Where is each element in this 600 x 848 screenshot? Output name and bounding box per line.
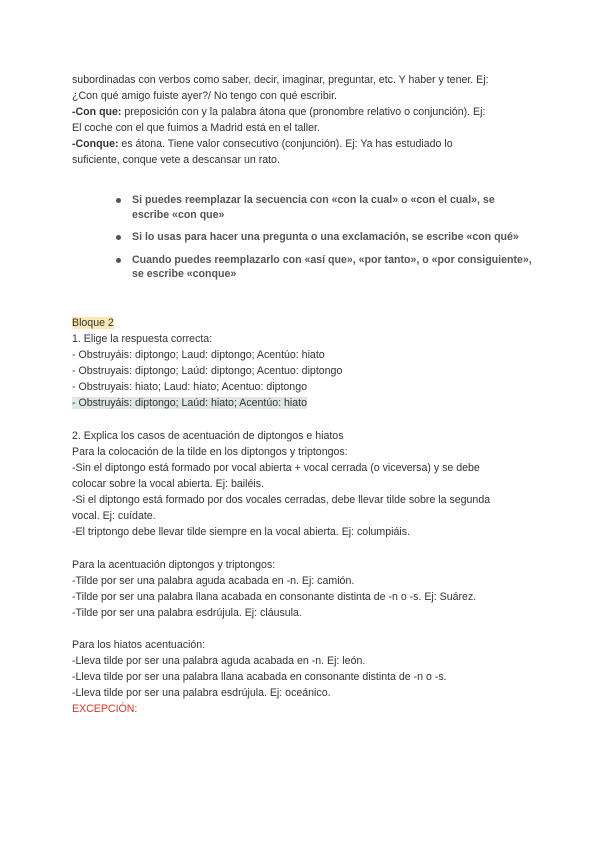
section-3-title: Para la acentuación diptongos y triptongos: xyxy=(72,559,276,571)
bullet-item xyxy=(72,193,532,222)
exception-label: EXCEPCIÓN: xyxy=(72,703,138,715)
section-4-line-1: -Lleva tilde por ser una palabra aguda acabada en -n. Ej: león. xyxy=(72,655,366,667)
conque-definition xyxy=(72,136,453,152)
rule-2-line-2: vocal. Ej: cuídate. xyxy=(72,510,156,522)
bullet-dot-icon xyxy=(116,258,121,263)
section-2-title: 2. Explica los casos de acentuación de diptongos e hiatos xyxy=(72,430,344,442)
rule-1-line-1: -Sin el diptongo está formado por vocal abierta + vocal cerrada (o viceversa) y se debe xyxy=(72,462,480,474)
intro-line-1: subordinadas con verbos como saber, decir, imaginar, preguntar, etc. Y haber y tener. Ej: xyxy=(72,74,489,86)
rule-1-line-2: colocar sobre la vocal abierta. Ej: bailéis. xyxy=(72,478,264,490)
section-4-line-3: -Lleva tilde por ser una palabra esdrújula. Ej: oceánico. xyxy=(72,687,331,699)
bullet-item xyxy=(72,253,532,282)
con-que-example: El coche con el que fuimos a Madrid está en el taller. xyxy=(72,122,320,134)
option-2: - Obstruyais: diptongo; Laúd: diptongo; Acentuo: diptongo xyxy=(72,365,343,377)
rule-3: -El triptongo debe llevar tilde siempre en la vocal abierta. Ej: columpiáis. xyxy=(72,526,410,538)
option-3: - Obstruyais: hiato; Laud: hiato; Acentuo: diptongo xyxy=(72,381,307,393)
bullet-list xyxy=(72,193,532,290)
section-4-line-2: -Lleva tilde por ser una palabra llana acabada en consonante distinta de -n o -s. xyxy=(72,671,447,683)
option-4-correct xyxy=(72,395,307,411)
bullet-dot-icon xyxy=(116,235,121,240)
conque-example: suficiente, conque vete a descansar un rato. xyxy=(72,154,280,166)
section-4-title: Para los hiatos acentuación: xyxy=(72,639,206,651)
section-2-intro: Para la colocación de la tilde en los diptongos y triptongos: xyxy=(72,446,348,458)
bullet-dot-icon xyxy=(116,198,121,203)
option-1: - Obstruyáis: diptongo; Laud: diptongo; Acentúo: hiato xyxy=(72,349,325,361)
bullet-item xyxy=(72,230,532,245)
question-1: 1. Elige la respuesta correcta: xyxy=(72,333,213,345)
intro-line-2: ¿Con qué amigo fuiste ayer?/ No tengo con qué escribir. xyxy=(72,90,337,102)
con-que-text: preposición con y la palabra átona que (pronombre relativo o conjunción). Ej: xyxy=(121,106,486,118)
section-3-line-2: -Tilde por ser una palabra llana acabada en consonante distinta de -n o -s. Ej: Suárez. xyxy=(72,591,477,603)
bloque-2-heading xyxy=(72,315,114,331)
rule-2-line-1: -Si el diptongo está formado por dos vocales cerradas, debe llevar tilde sobre la segunda xyxy=(72,494,491,506)
bullet-text: Cuando puedes reemplazarlo con «así que», «por tanto», o «por consiguiente», se escribe «conque» xyxy=(132,253,532,280)
bloque-2-title: Bloque 2 xyxy=(72,317,114,329)
section-3-line-1: -Tilde por ser una palabra aguda acabada en -n. Ej: camión. xyxy=(72,575,355,587)
conque-label: -Conque: xyxy=(72,138,119,150)
bullet-text: Si lo usas para hacer una pregunta o una exclamación, se escribe «con qué» xyxy=(132,231,519,243)
con-que-label: -Con que: xyxy=(72,106,122,118)
section-3-line-3: -Tilde por ser una palabra esdrújula. Ej: cláusula. xyxy=(72,607,302,619)
bullet-text: Si puedes reemplazar la secuencia con «con la cual» o «con el cual», se escribe «con que» xyxy=(132,194,495,221)
correct-answer-highlight: - Obstruyáis: diptongo; Laúd: hiato; Acentúo: hiato xyxy=(72,397,307,409)
conque-text: es átona. Tiene valor consecutivo (conjunción). Ej: Ya has estudiado lo xyxy=(118,138,453,150)
con-que-definition xyxy=(72,104,485,120)
